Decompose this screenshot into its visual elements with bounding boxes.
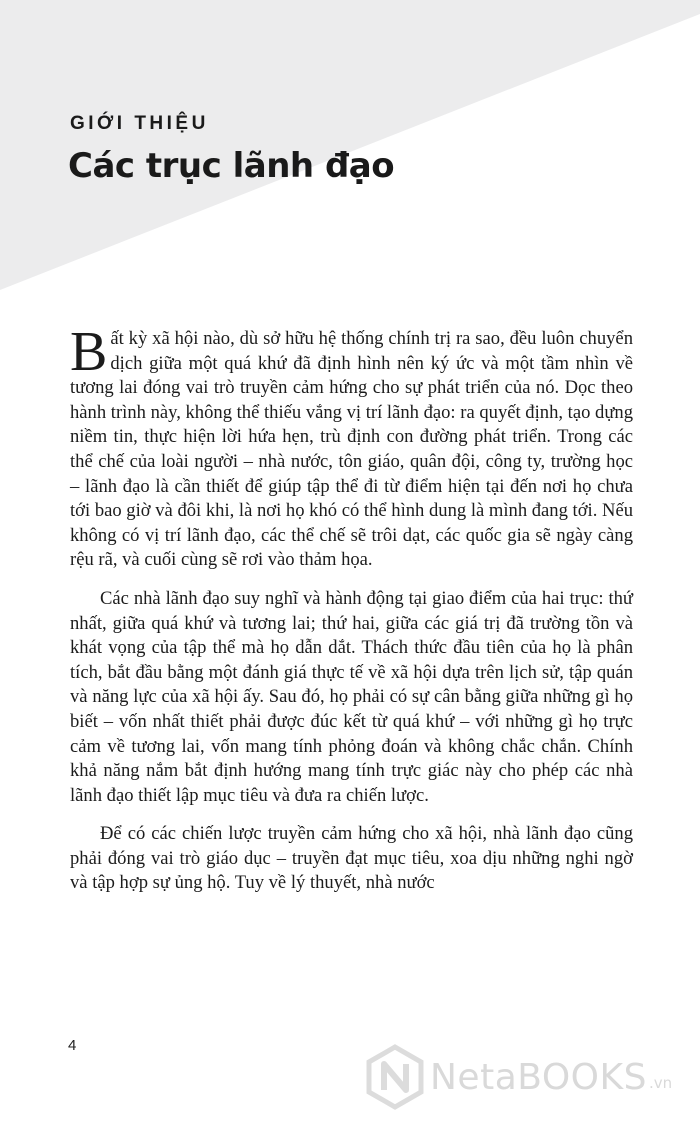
watermark-brand: NetaBOOKS — [430, 1056, 647, 1098]
paragraph-1-text: ất kỳ xã hội nào, dù sở hữu hệ thống chính trị ra sao, đều luôn chuyển dịch giữa một quá khứ đã định hình nên ký ức và một tầm nhìn về tương lai đóng vai trò truyền cảm hứng cho sự phát triển của nó. Dọc theo hành trình này, không thể thiếu vắng vị trí lãnh đạo: ra quyết định, tạo dựng niềm tin, thực hiện lời hứa hẹn, trù định con đường phát triển. Trong các thể chế của loài người – nhà nước, tôn giáo, quân đội, công ty, trường học – lãnh đạo là cần thiết để giúp tập thể đi từ điểm hiện tại đến nơi họ chưa tới bao giờ và đôi khi, là nơi họ khó có thể hình dung là mình đang tới. Nếu không có vị trí lãnh đạo, các thể chế sẽ trôi dạt, các quốc gia sẽ ngày càng rệu rã, và cuối cùng sẽ rơi vào thảm họa. — [70, 328, 633, 571]
netabooks-watermark — [366, 1044, 686, 1110]
drop-cap: B — [70, 321, 108, 383]
watermark-tld: .vn — [648, 1074, 673, 1092]
header-background-band — [0, 0, 700, 290]
neta-logo-icon — [366, 1044, 424, 1110]
page-number: 4 — [68, 1037, 77, 1054]
chapter-kicker: GIỚI THIỆU — [70, 113, 209, 134]
body-text — [70, 321, 633, 910]
chapter-title: Các trục lãnh đạo — [68, 146, 395, 186]
paragraph-3: Để có các chiến lược truyền cảm hứng cho xã hội, nhà lãnh đạo cũng phải đóng vai trò giáo dục – truyền đạt mục tiêu, xoa dịu những nghi ngờ và tập hợp sự ủng hộ. Tuy về lý thuyết, nhà nước — [70, 823, 633, 894]
paragraph-1 — [70, 321, 633, 573]
paragraph-2: Các nhà lãnh đạo suy nghĩ và hành động tại giao điểm của hai trục: thứ nhất, giữa quá khứ và tương lai; thứ hai, giữa các giá trị đã trường tồn và khát vọng của tập thể mà họ dẫn dắt. Thách thức đầu tiên của họ là phân tích, bắt đầu bằng một đánh giá thực tế về xã hội dựa trên lịch sử, tập quán và năng lực của xã hội ấy. Sau đó, họ phải có sự cân bằng giữa những gì họ biết – vốn nhất thiết phải được đúc kết từ quá khứ – với những gì họ trực cảm về tương lai, vốn mang tính phỏng đoán và không chắc chắn. Chính khả năng nắm bắt định hướng mang tính trực giác này cho phép các nhà lãnh đạo thiết lập mục tiêu và đưa ra chiến lược. — [70, 587, 633, 806]
